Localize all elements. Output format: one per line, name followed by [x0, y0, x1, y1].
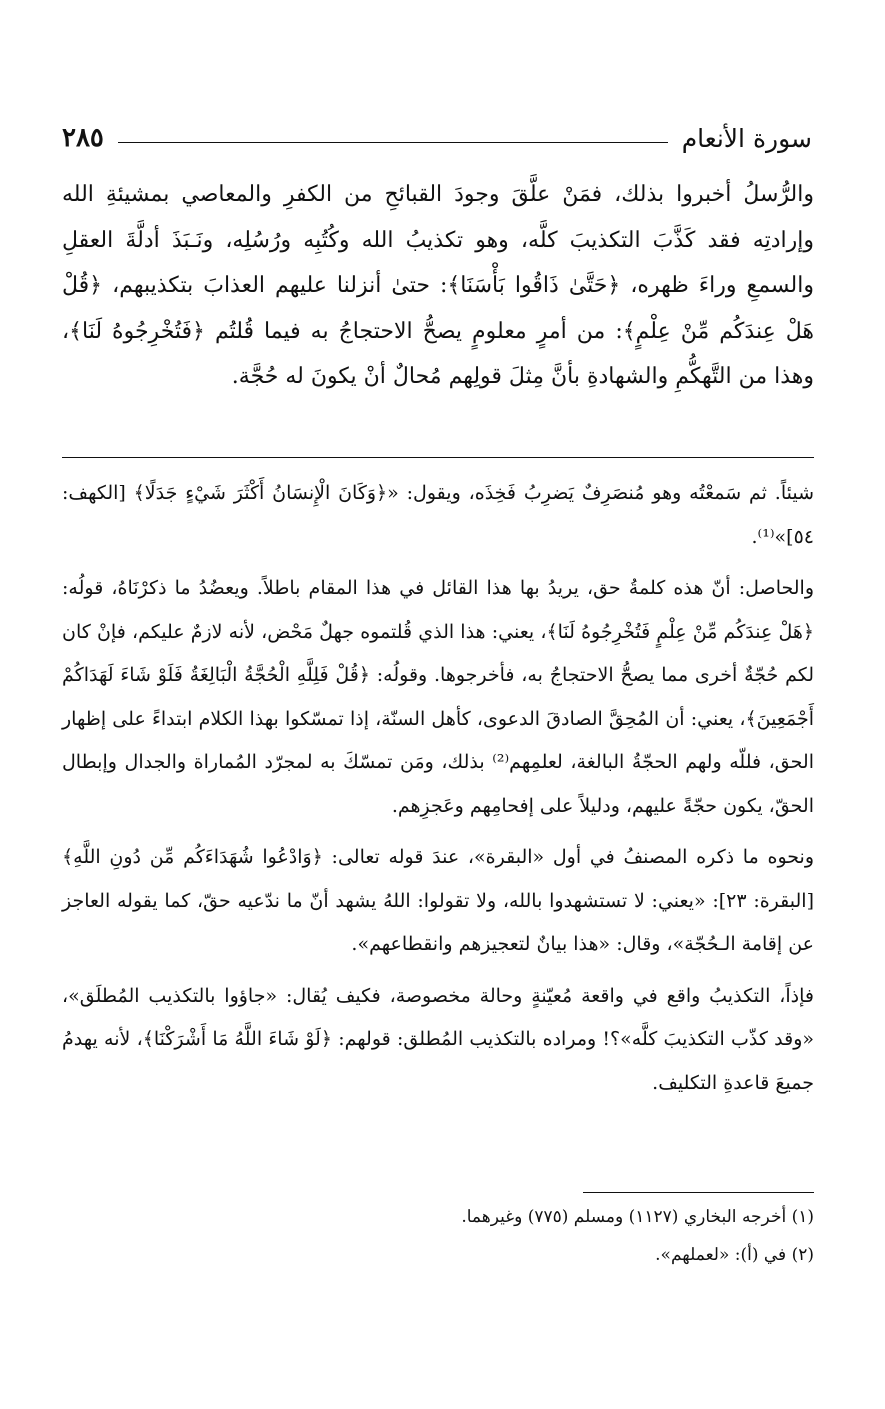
page-header — [62, 118, 812, 158]
main-commentary — [62, 172, 814, 400]
section-divider — [62, 457, 814, 458]
annotation-paragraph-4: فإذاً، التكذيبُ واقع في واقعة مُعيّنةٍ وحالة مخصوصة، فكيف يُقال: «جاؤوا بالتكذيب المُطلَق»، «وقد كذّب التكذيبَ كلَّه»؟! ومراده بالتكذيب المُطلق: قولهم: ﴿لَوْ شَاءَ اللَّهُ مَا أَشْرَكْنَا﴾، لأنه يهدمُ جميعَ قاعدةِ التكليف. — [62, 984, 814, 1094]
footnote-1: (١) أخرجه البخاري (١١٢٧) ومسلم (٧٧٥) وغيرهما. — [461, 1207, 814, 1227]
main-paragraph: والرُّسلُ أخبروا بذلك، فمَنْ علَّقَ وجودَ القبائحِ من الكفرِ والمعاصي بمشيئةِ الله وإرادتِه فقد كَذَّبَ التكذيبَ كلَّه، وهو تكذيبُ الله وكُتُبِه ورُسُلِه، ونَـبَذَ أدلَّةَ العقلِ والسمعِ وراءَ ظهره، ﴿حَتَّىٰ ذَاقُوا بَأْسَنَا﴾: حتىٰ أنزلنا عليهم العذابَ بتكذيبهم، ﴿قُلْ هَلْ عِندَكُم مِّنْ عِلْمٍ﴾: من أمرٍ معلومٍ يصحُّ الاحتجاجُ به فيما قُلتُم ﴿فَتُخْرِجُوهُ لَنَا﴾، وهذا من التَّهكُّمِ والشهادةِ بأنَّ مِثلَ قولِهم مُحالٌ أنْ يكونَ له حُجَّة. — [62, 182, 815, 389]
annotation-paragraph-3: ونحوه ما ذكره المصنفُ في أول «البقرة»، عندَ قوله تعالى: ﴿وَادْعُوا شُهَدَاءَكُم مِّن دُونِ اللَّهِ﴾ [البقرة: ٢٣]: «يعني: لا تستشهدوا بالله، ولا تقولوا: اللهُ يشهد أنّ ما ندّعيه حقّ، كما يقوله العاجز عن إقامة الـحُجّة»، وقال: «هذا بيانٌ لتعجيزهم وانقطاعهم». — [62, 846, 814, 955]
page-number: ٢٨٥ — [62, 123, 104, 153]
annotation-paragraph-2: والحاصل: أنّ هذه كلمةُ حق، يريدُ بها هذا القائل في هذا المقام باطلاً. ويعضُدُ ما ذكرْنَاهُ، قولُه: ﴿هَلْ عِندَكُم مِّنْ عِلْمٍ فَتُخْرِجُوهُ لَنَا﴾، يعني: هذا الذي قُلتموه جهلٌ مَحْض، لأنه لازمٌ عليكم، فإنْ كان لكم حُجّةٌ أخرى مما يصحُّ الاحتجاجُ به، فأخرجوها. وقولُه: ﴿قُلْ فَلِلَّهِ الْحُجَّةُ الْبَالِغَةُ فَلَوْ شَاءَ لَهَدَاكُمْ أَجْمَعِينَ﴾، يعني: أن المُحِقَّ الصادقَ الدعوى، كأهل السنّة، إذا تمسّكوا بهذا الكلام ابتداءً على إظهار الحق، فللّه ولهم الحجّةُ البالغة، لعلمِهم⁽²⁾ بذلك، ومَن تمسّكَ به لمجرّد المُماراة والجدال وإبطال الحقّ، يكون حجّةً عليهم، ودليلاً على إفحامِهم وعَجزِهم. — [62, 577, 814, 817]
footnote-2: (٢) في (أ): «لعملهم». — [655, 1245, 814, 1265]
surah-title: سورة الأنعام — [681, 123, 812, 153]
annotation-paragraph-1: شيئاً. ثم سَمعْتُه وهو مُنصَرِفٌ يَضرِبُ فَخِذَه، ويقول: «﴿وَكَانَ الْإِنسَانُ أَكْثَرَ شَيْءٍ جَدَلًا﴾ [الكهف: ٥٤]»⁽¹⁾. — [62, 482, 814, 548]
footnotes — [62, 1198, 814, 1274]
annotation-block — [62, 472, 814, 1105]
footnote-divider — [583, 1192, 814, 1193]
header-rule — [118, 142, 668, 143]
